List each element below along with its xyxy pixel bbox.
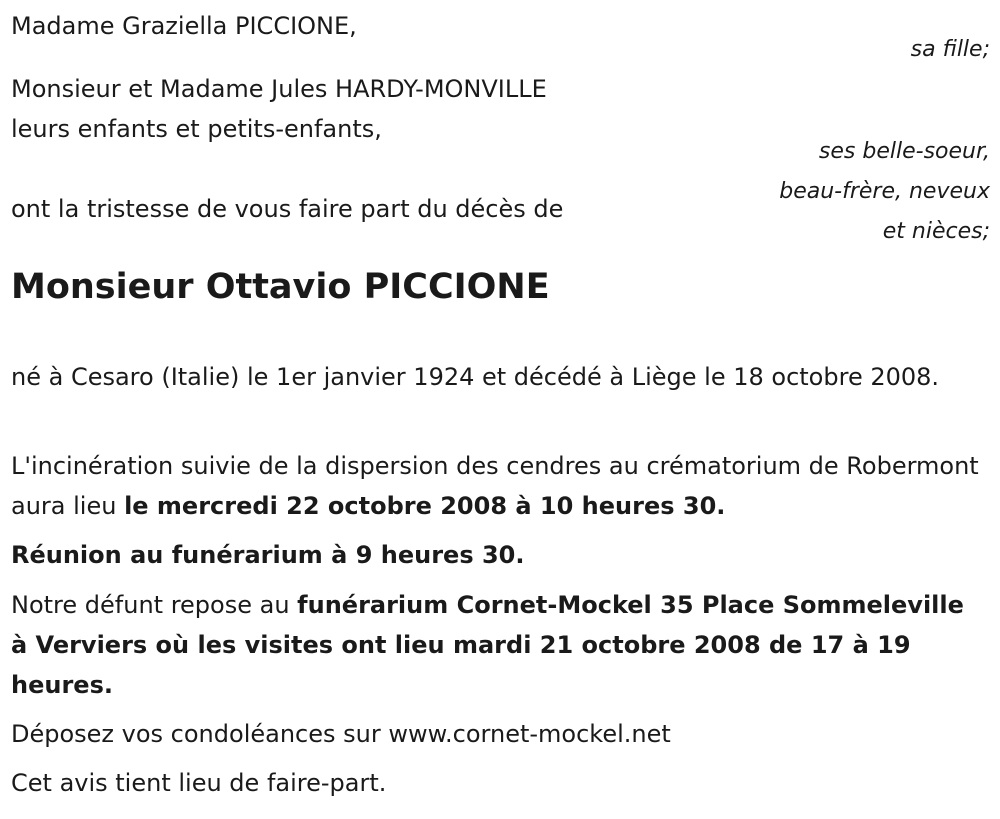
condolences-info: Déposez vos condoléances sur www.cornet-mockel.net	[11, 720, 671, 748]
cremation-info	[11, 446, 986, 526]
family-member-children: leurs enfants et petits-enfants,	[11, 115, 382, 143]
deceased-name: Monsieur Ottavio PICCIONE	[11, 267, 550, 307]
repose-info	[11, 585, 986, 705]
closing-line: Cet avis tient lieu de faire-part.	[11, 769, 387, 797]
relation-in-laws-3: et nièces;	[882, 219, 990, 244]
relation-in-laws-1: ses belle-soeur,	[818, 139, 990, 164]
reunion-info	[11, 535, 986, 575]
announcement-line: ont la tristesse de vous faire part du décès de	[11, 195, 564, 223]
family-member-daughter: Madame Graziella PICCIONE,	[11, 12, 357, 40]
cremation-text: L'incinération suivie de la dispersion des cendres au crématorium de Robermont aura lieu	[11, 452, 979, 520]
relation-in-laws-2: beau-frère, neveux	[779, 179, 990, 204]
repose-text: Notre défunt repose au	[11, 591, 298, 619]
family-member-hardy: Monsieur et Madame Jules HARDY-MONVILLE	[11, 75, 547, 103]
reunion-text: Réunion au funérarium à 9 heures 30.	[11, 541, 525, 569]
repose-location: funérarium Cornet-Mockel 35 Place Sommeleville à Verviers où les visites ont lieu mardi 21 octobre 2008 de 17 à 19 heures.	[11, 591, 964, 699]
birth-death-info: né à Cesaro (Italie) le 1er janvier 1924 et décédé à Liège le 18 octobre 2008.	[11, 363, 940, 391]
cremation-date: le mercredi 22 octobre 2008 à 10 heures 30.	[124, 492, 726, 520]
relation-daughter: sa fille;	[910, 37, 990, 62]
